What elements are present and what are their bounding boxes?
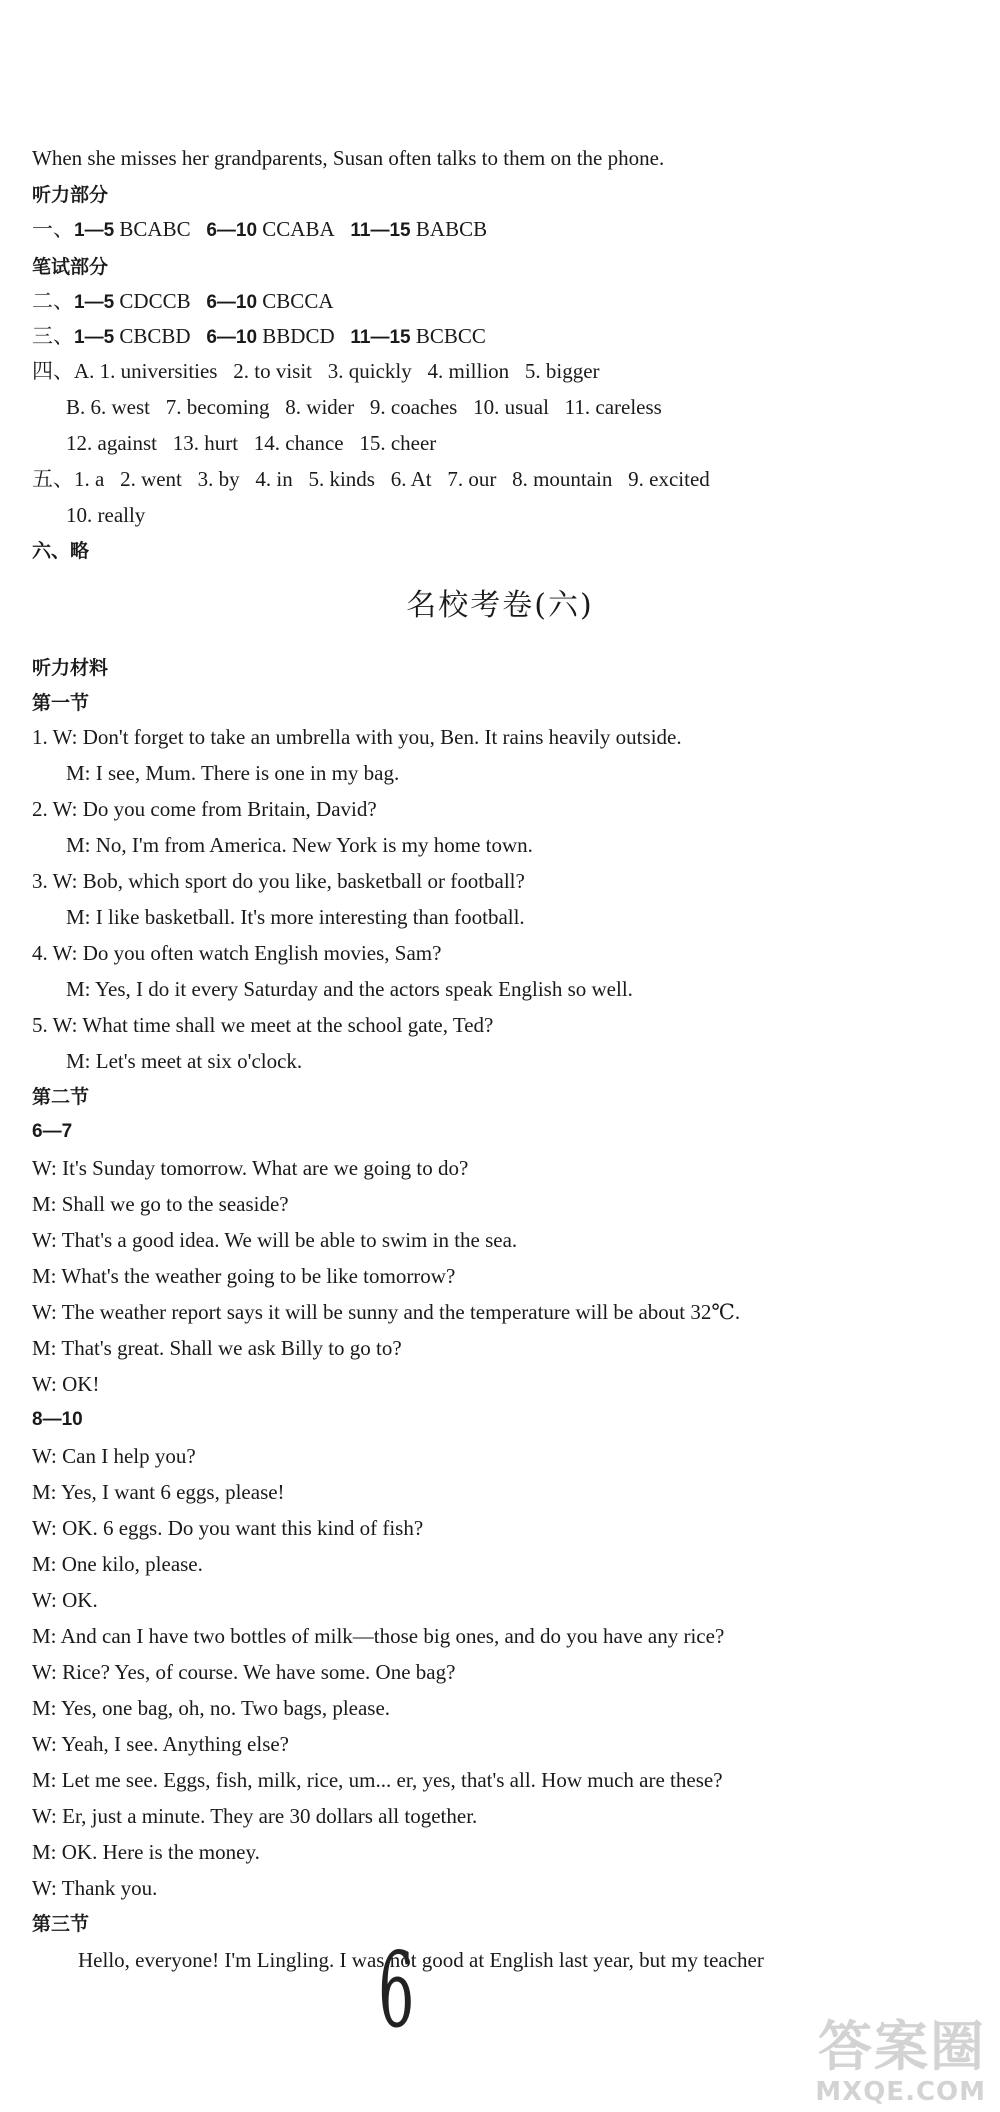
answer-line-4c: 12. against 13. hurt 14. chance 15. cheer — [66, 431, 437, 455]
watermark-url: MXQE.COM — [815, 2077, 986, 2107]
dialogue-line: W: That's a good idea. We will be able to swim in the sea. — [32, 1228, 518, 1252]
subsection-header: 第一节 — [32, 692, 90, 714]
dialogue-line: W: Can I help you? — [32, 1444, 196, 1468]
dialogue-line: M: That's great. Shall we ask Billy to go to? — [32, 1336, 402, 1360]
answer-line-3: 三、1—5 CBCBD 6—10 BBDCD 11—15 BCBCC — [32, 324, 486, 348]
answer-line-6: 六、略 — [32, 540, 90, 562]
dialogue-line: M: Shall we go to the seaside? — [32, 1192, 289, 1216]
dialogue-line: M: Yes, one bag, oh, no. Two bags, please. — [32, 1696, 391, 1720]
dialogue-line: 5. W: What time shall we meet at the school gate, Ted? — [32, 1013, 494, 1037]
dialogue-line: M: I like basketball. It's more interesting than football. — [66, 905, 525, 929]
paragraph-line: Hello, everyone! I'm Lingling. I was not good at English last year, but my teacher — [78, 1948, 764, 1972]
dialogue-line: 1. W: Don't forget to take an umbrella with you, Ben. It rains heavily outside. — [32, 725, 682, 749]
dialogue-line: W: Yeah, I see. Anything else? — [32, 1732, 290, 1756]
dialogue-line: M: Let me see. Eggs, fish, milk, rice, um... er, yes, that's all. How much are these? — [32, 1768, 723, 1792]
answer-line-1: 一、1—5 BCABC 6—10 CCABA 11—15 BABCB — [32, 217, 488, 241]
dialogue-line: 3. W: Bob, which sport do you like, basketball or football? — [32, 869, 525, 893]
answer-line-2: 二、1—5 CDCCB 6—10 CBCCA — [32, 289, 334, 313]
dialogue-line: M: Yes, I do it every Saturday and the actors speak English so well. — [66, 977, 633, 1001]
dialogue-line: M: I see, Mum. There is one in my bag. — [66, 761, 400, 785]
dialogue-line: W: Thank you. — [32, 1876, 158, 1900]
answer-line-4a: 四、A. 1. universities 2. to visit 3. quickly 4. million 5. bigger — [32, 359, 600, 383]
watermark-text: 答案圈 — [818, 2015, 986, 2078]
dialogue-line: W: Er, just a minute. They are 30 dollars all together. — [32, 1804, 478, 1828]
question-range: 8—10 — [32, 1409, 83, 1430]
answer-line-5b: 10. really — [66, 503, 146, 527]
dialogue-line: M: What's the weather going to be like tomorrow? — [32, 1264, 456, 1288]
watermark-logo — [746, 2016, 986, 2106]
dialogue-line: W: The weather report says it will be sunny and the temperature will be about 32℃. — [32, 1300, 741, 1324]
dialogue-line: M: Yes, I want 6 eggs, please! — [32, 1480, 285, 1504]
dialogue-line: W: Rice? Yes, of course. We have some. One bag? — [32, 1660, 456, 1684]
dialogue-line: M: No, I'm from America. New York is my home town. — [66, 833, 533, 857]
exam-title: 名校考卷(六) — [406, 588, 594, 623]
text-line: When she misses her grandparents, Susan often talks to them on the phone. — [32, 146, 665, 170]
dialogue-line: M: One kilo, please. — [32, 1552, 203, 1576]
dialogue-line: W: OK. 6 eggs. Do you want this kind of fish? — [32, 1516, 424, 1540]
section-header: 听力部分 — [32, 184, 109, 206]
question-range: 6—7 — [32, 1121, 73, 1142]
answer-line-4b: B. 6. west 7. becoming 8. wider 9. coaches 10. usual 11. careless — [66, 395, 662, 419]
dialogue-line: M: And can I have two bottles of milk—those big ones, and do you have any rice? — [32, 1624, 725, 1648]
dialogue-line: 2. W: Do you come from Britain, David? — [32, 797, 377, 821]
section-header: 听力材料 — [32, 657, 109, 679]
dialogue-line: W: It's Sunday tomorrow. What are we going to do? — [32, 1156, 469, 1180]
dialogue-line: W: OK. — [32, 1588, 98, 1612]
handwritten-page-number: 6 — [378, 1929, 415, 2051]
dialogue-line: W: OK! — [32, 1372, 100, 1396]
subsection-header: 第二节 — [32, 1086, 90, 1108]
answer-line-5a: 五、1. a 2. went 3. by 4. in 5. kinds 6. At 7. our 8. mountain 9. excited — [32, 467, 710, 491]
dialogue-line: 4. W: Do you often watch English movies, Sam? — [32, 941, 442, 965]
section-header: 笔试部分 — [32, 256, 109, 278]
subsection-header: 第三节 — [32, 1913, 90, 1935]
dialogue-line: M: OK. Here is the money. — [32, 1840, 260, 1864]
dialogue-line: M: Let's meet at six o'clock. — [66, 1049, 303, 1073]
